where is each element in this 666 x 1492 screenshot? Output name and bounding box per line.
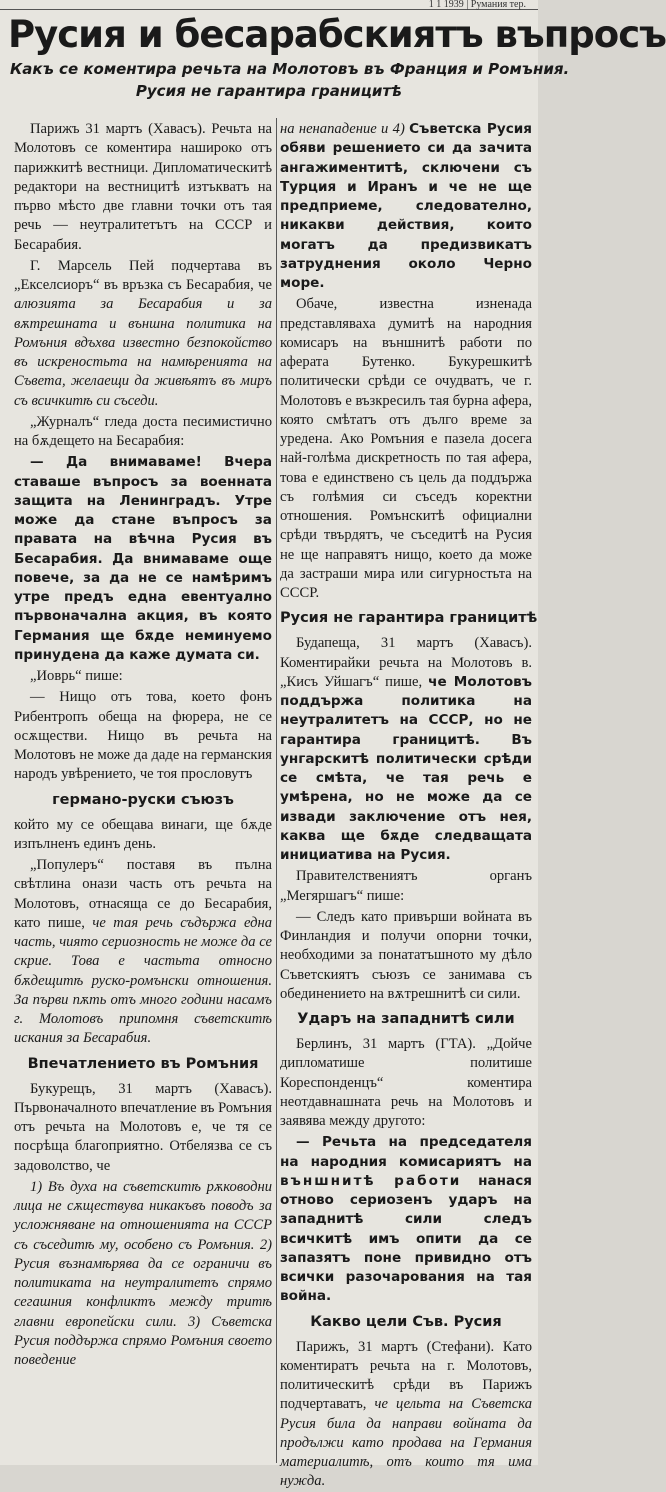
paragraph-lead: Парижъ, 31 мартъ (Стефани). Като коментиратъ речьта на г. Молотовъ, политическитѣ срѣди въ Парижъ подчертаватъ, <box>280 1338 532 1413</box>
bold-quote: нанася отново сериозенъ ударъ на западнитѣ сили следъ всичкитѣ имъ опити да се запазятъ поне привидно отъ всички разочарования на тая война. <box>280 1172 532 1305</box>
italic-lead: на ненападение и 4) <box>280 121 410 137</box>
section-heading: Какво цели Съв. Русия <box>310 1313 502 1330</box>
article-paragraph: — Нищо отъ това, което фонъ Рибентропъ обеща на фюрера, не се осѫществи. Нищо въ речьта на Молотовъ не може да даде на германския народъ увѣрението, че тоя прословутъ <box>14 689 272 783</box>
section-heading: Ударъ на западнитѣ сили <box>297 1011 515 1027</box>
article-paragraph <box>14 856 272 1049</box>
article-paragraph: — Следъ като привърши войната въ Финландия и получи опорни точки, необходими за понататъшното му дѣло Съветскиятъ съюзъ се занимава съ обединението на вѫтрешнитѣ си сили. <box>280 908 532 1002</box>
article-paragraph: „Журналъ“ гледа доста песимистично на бѫдещето на Бесарабия: <box>14 413 272 449</box>
masthead-strip: 1 1 1939 | Румания тер. <box>0 0 538 10</box>
paragraph-lead: Будапеща, 31 мартъ (Хавасъ). Коментирайки речьта на Молотовъ в. „Кисъ Уйшагъ“ пише, <box>280 635 532 690</box>
spaced-emphasis: външнитѣ работи <box>280 1172 462 1189</box>
subheadline: Какъ се коментира речьта на Молотовъ въ Франция и Ромъния. <box>10 60 570 78</box>
article-paragraph: който му се обещава винаги, ще бѫде изпълненъ единъ день. <box>14 816 272 852</box>
article-paragraph: Парижъ 31 мартъ (Хавасъ). Речьта на Молотовъ се коментира нашироко отъ парижкитѣ вестници. Дипломатическитѣ редактори на вестницитѣ изтъкватъ на първо мѣсто две главни точки отъ тая речь — неутралитетътъ на СССР и Бесарабия. <box>14 121 272 253</box>
article-paragraph: Обаче, известна изненада представляваха думитѣ на народния комисаръ на външнитѣ работи по аферата Бутенко. Букурешкитѣ политически срѣди се очудватъ, че г. Молотовъ е възкресилъ тая бурна афера, която смѣтатъ отъ дълго време за уредена. Ако Ромъния е пазела досега най-голѣма дискретность по тая афера, това е единствено съ цель да поддържа съ голѣмия си съседъ коректни отношения. Ромънскитѣ официални срѣди твърдятъ, че съседитѣ на Русия не ще направятъ нищо, което да може да застраши мира или сигурностьта на СССР. <box>280 296 532 601</box>
article-paragraph: 1) Въ духа на съветскитѣ рѫководни лица не сѫществува никакъвъ поводъ за усложняване на отношенията на СССР съ съседитѣ му, особено съ Ромъния. 2) Русия възнамѣрява да се ограничи въ политиката на неутралитетъ спрямо сегашния конфликтъ между тритѣ главни европейски сили. 3) Съветска Русия поддържа спрямо Ромъния своето поведение <box>14 1178 272 1368</box>
italic-quote: алюзията за Бесарабия и за вѫтрешната и външна политика на Ромъния вдъхва известно безпокойство въ искреностьта на намѣренията на Съвета, желаещи да живѣятъ въ миръ съ всичкитѣ си съседи. <box>14 296 272 409</box>
section-heading: Русия не гарантира границитѣ <box>280 610 538 627</box>
bold-lead: — Речьта на председателя на народния комисариятъ на <box>280 1134 532 1170</box>
article-paragraph <box>280 1133 532 1306</box>
section-heading: германо-руски съюзъ <box>52 791 234 808</box>
headline: Русия и бесарабскиятъ въпросъ <box>8 13 666 56</box>
paragraph-lead: Г. Марсель Пей подчертава въ „Екселсиоръ“ въ връзка съ Бесарабия, че <box>14 257 272 293</box>
right-column <box>280 120 538 1490</box>
paragraph-lead: „Популеръ“ поставя въ пълна свѣтлина онази часть отъ речьта на Молотовъ, отнасяща се до Бесарабия, като пише, <box>14 857 272 931</box>
column-divider <box>276 118 277 1463</box>
bold-quote: че Молотовъ поддържа политика на неутралитетъ на СССР, но не гарантира границитѣ. Въ унгарскитѣ политически срѣди се смѣта, че тая речь е умѣрена, но не може да се извади заключение отъ нея, каква ще бѫде следващата инициатива на Русия. <box>280 673 532 863</box>
article-paragraph: Букурещъ, 31 мартъ (Хавасъ). Първоначалното впечатление въ Ромъния отъ речьта на Молотовъ е, че тя се посрѣща благоприятно. Отбелязва се съ задоволство, че <box>14 1080 272 1174</box>
italic-quote: че цельта на Съветска Русия била да направи войната да продължи като продава на Германия материалитѣ, отъ които тя има нужда. <box>280 1396 532 1490</box>
article-paragraph: Правителствениятъ органъ „Мегяршагъ“ пише: <box>280 868 532 904</box>
article-paragraph <box>14 453 272 665</box>
section-heading: Впечатлението въ Ромъния <box>27 1055 259 1072</box>
left-column <box>14 120 272 1459</box>
bold-quote: Съветска Русия обяви решението си да зачита ангажиментитѣ, сключени съ Турция и Иранъ и че не ще предприеме, следователно, никакви действия, които могатъ да предизвикатъ затруднения около Черно море. <box>280 121 533 291</box>
article-paragraph <box>280 1338 532 1492</box>
article-paragraph <box>280 634 532 865</box>
article-paragraph <box>280 120 532 293</box>
article-paragraph: Берлинъ, 31 мартъ (ГТА). „Дойче дипломатише политише Кореспонденцъ“ коментира неотдавнашната речь на Молотовъ и заявява между другото: <box>280 1036 532 1129</box>
bold-quote: Вчера ставаше въпросъ за военната защита на Ленинградъ. Утре може да стане въпросъ за правата на вѣчна Русия въ Бесарабия. Да внимаваме още повече, за да не се намѣримъ утре предъ една евентуално първоначална акция, въ която Германия ще бѫде неминуемо принудена да каже думата си. <box>14 454 272 663</box>
italic-quote: че тая речь съдържа една часть, чиято сериозность не може да се скрие. Това е частьта относно бѫдещитѣ руско-ромънски отношения. За първи пѫть отъ много години насамъ г. Молотовъ припомня съветскитѣ искания за Бесарабия. <box>14 914 272 1047</box>
subheadline-borders: Русия не гарантира границитѣ <box>135 82 403 100</box>
bold-lead: — Да внимаваме! <box>30 454 225 471</box>
article-paragraph: „Иоврь“ пише: <box>30 668 123 684</box>
article-paragraph <box>14 257 272 411</box>
